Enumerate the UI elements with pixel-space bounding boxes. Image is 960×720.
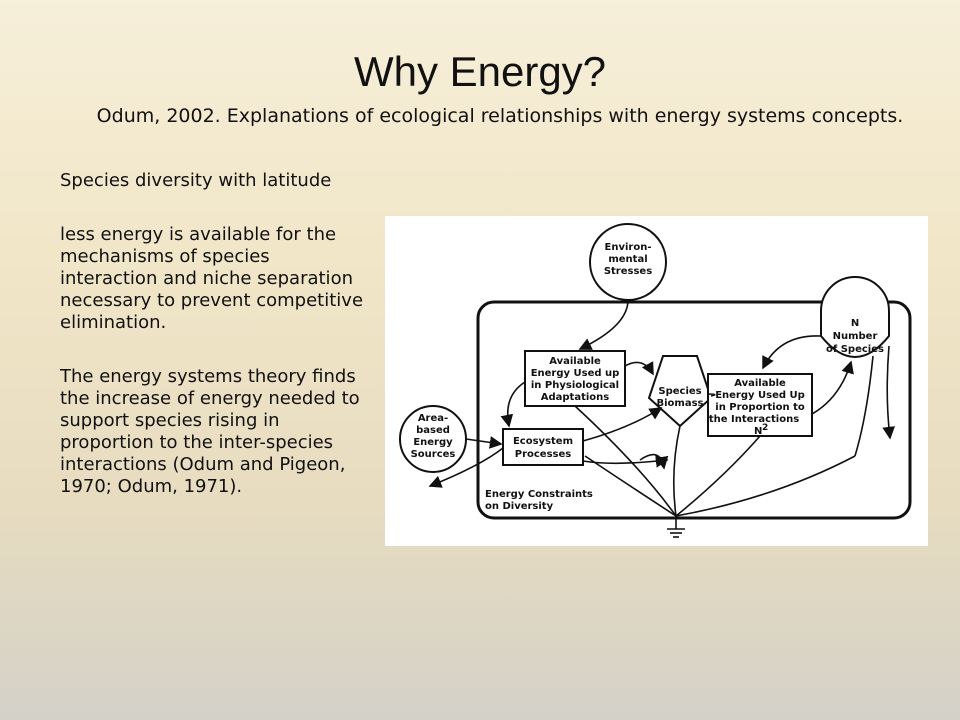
slide-subtitle: Odum, 2002. Explanations of ecological relationships with energy systems concepts. (96, 105, 904, 127)
ecosystem-label-2: Processes (514, 449, 572, 460)
area-sources-label-3: Energy (413, 437, 453, 448)
species-biomass-label-1: Species (658, 386, 702, 397)
number-species-label-3: of Species (826, 344, 884, 355)
body-text (60, 170, 365, 530)
interactions-label-2: Energy Used Up (715, 390, 805, 401)
ecosystem-label-1: Ecosystem (512, 436, 574, 447)
diagram-svg (385, 216, 928, 546)
n-squared-exponent: 2 (762, 423, 769, 433)
area-sources-label-4: Sources (410, 449, 456, 460)
stresses-label-3: Stresses (603, 266, 653, 277)
paragraph-energy-theory: The energy systems theory finds the increase of energy needed to support species rising in proportion to the inter-species interactions (Odum and Pigeon, 1970; Odum, 1971). (60, 366, 360, 497)
physio-label-1: Available (549, 356, 601, 367)
number-species-label-2: Number (832, 331, 878, 342)
area-sources-label-2: based (416, 425, 450, 436)
area-sources-label-1: Area- (417, 413, 449, 424)
physio-label-4: Adaptations (540, 392, 610, 403)
slide-title: Why Energy? (353, 48, 607, 95)
physio-label-2: Energy Used up (530, 368, 620, 379)
paragraph-less-energy: less energy is available for the mechanisms of species interaction and niche separation necessary to prevent competitive elimination. (60, 224, 364, 333)
heat-sink-icon (667, 529, 685, 537)
number-species-label-1: N (850, 318, 860, 329)
interactions-label-1: Available (734, 378, 786, 389)
energy-diagram (385, 216, 928, 546)
interactions-label-4: the Interactions (708, 414, 800, 425)
constraints-label-1: Energy Constraints (485, 489, 593, 500)
n-squared-label: N (754, 426, 763, 437)
stresses-label-1: Environ- (604, 242, 652, 253)
paragraph-diversity: Species diversity with latitude (60, 170, 332, 191)
constraints-label-2: on Diversity (485, 501, 554, 512)
physio-label-3: in Physiological (530, 380, 620, 391)
species-biomass-label-2: Biomass (656, 398, 704, 409)
interactions-label-3: in Proportion to (715, 402, 805, 413)
stresses-label-2: mental (608, 254, 648, 265)
